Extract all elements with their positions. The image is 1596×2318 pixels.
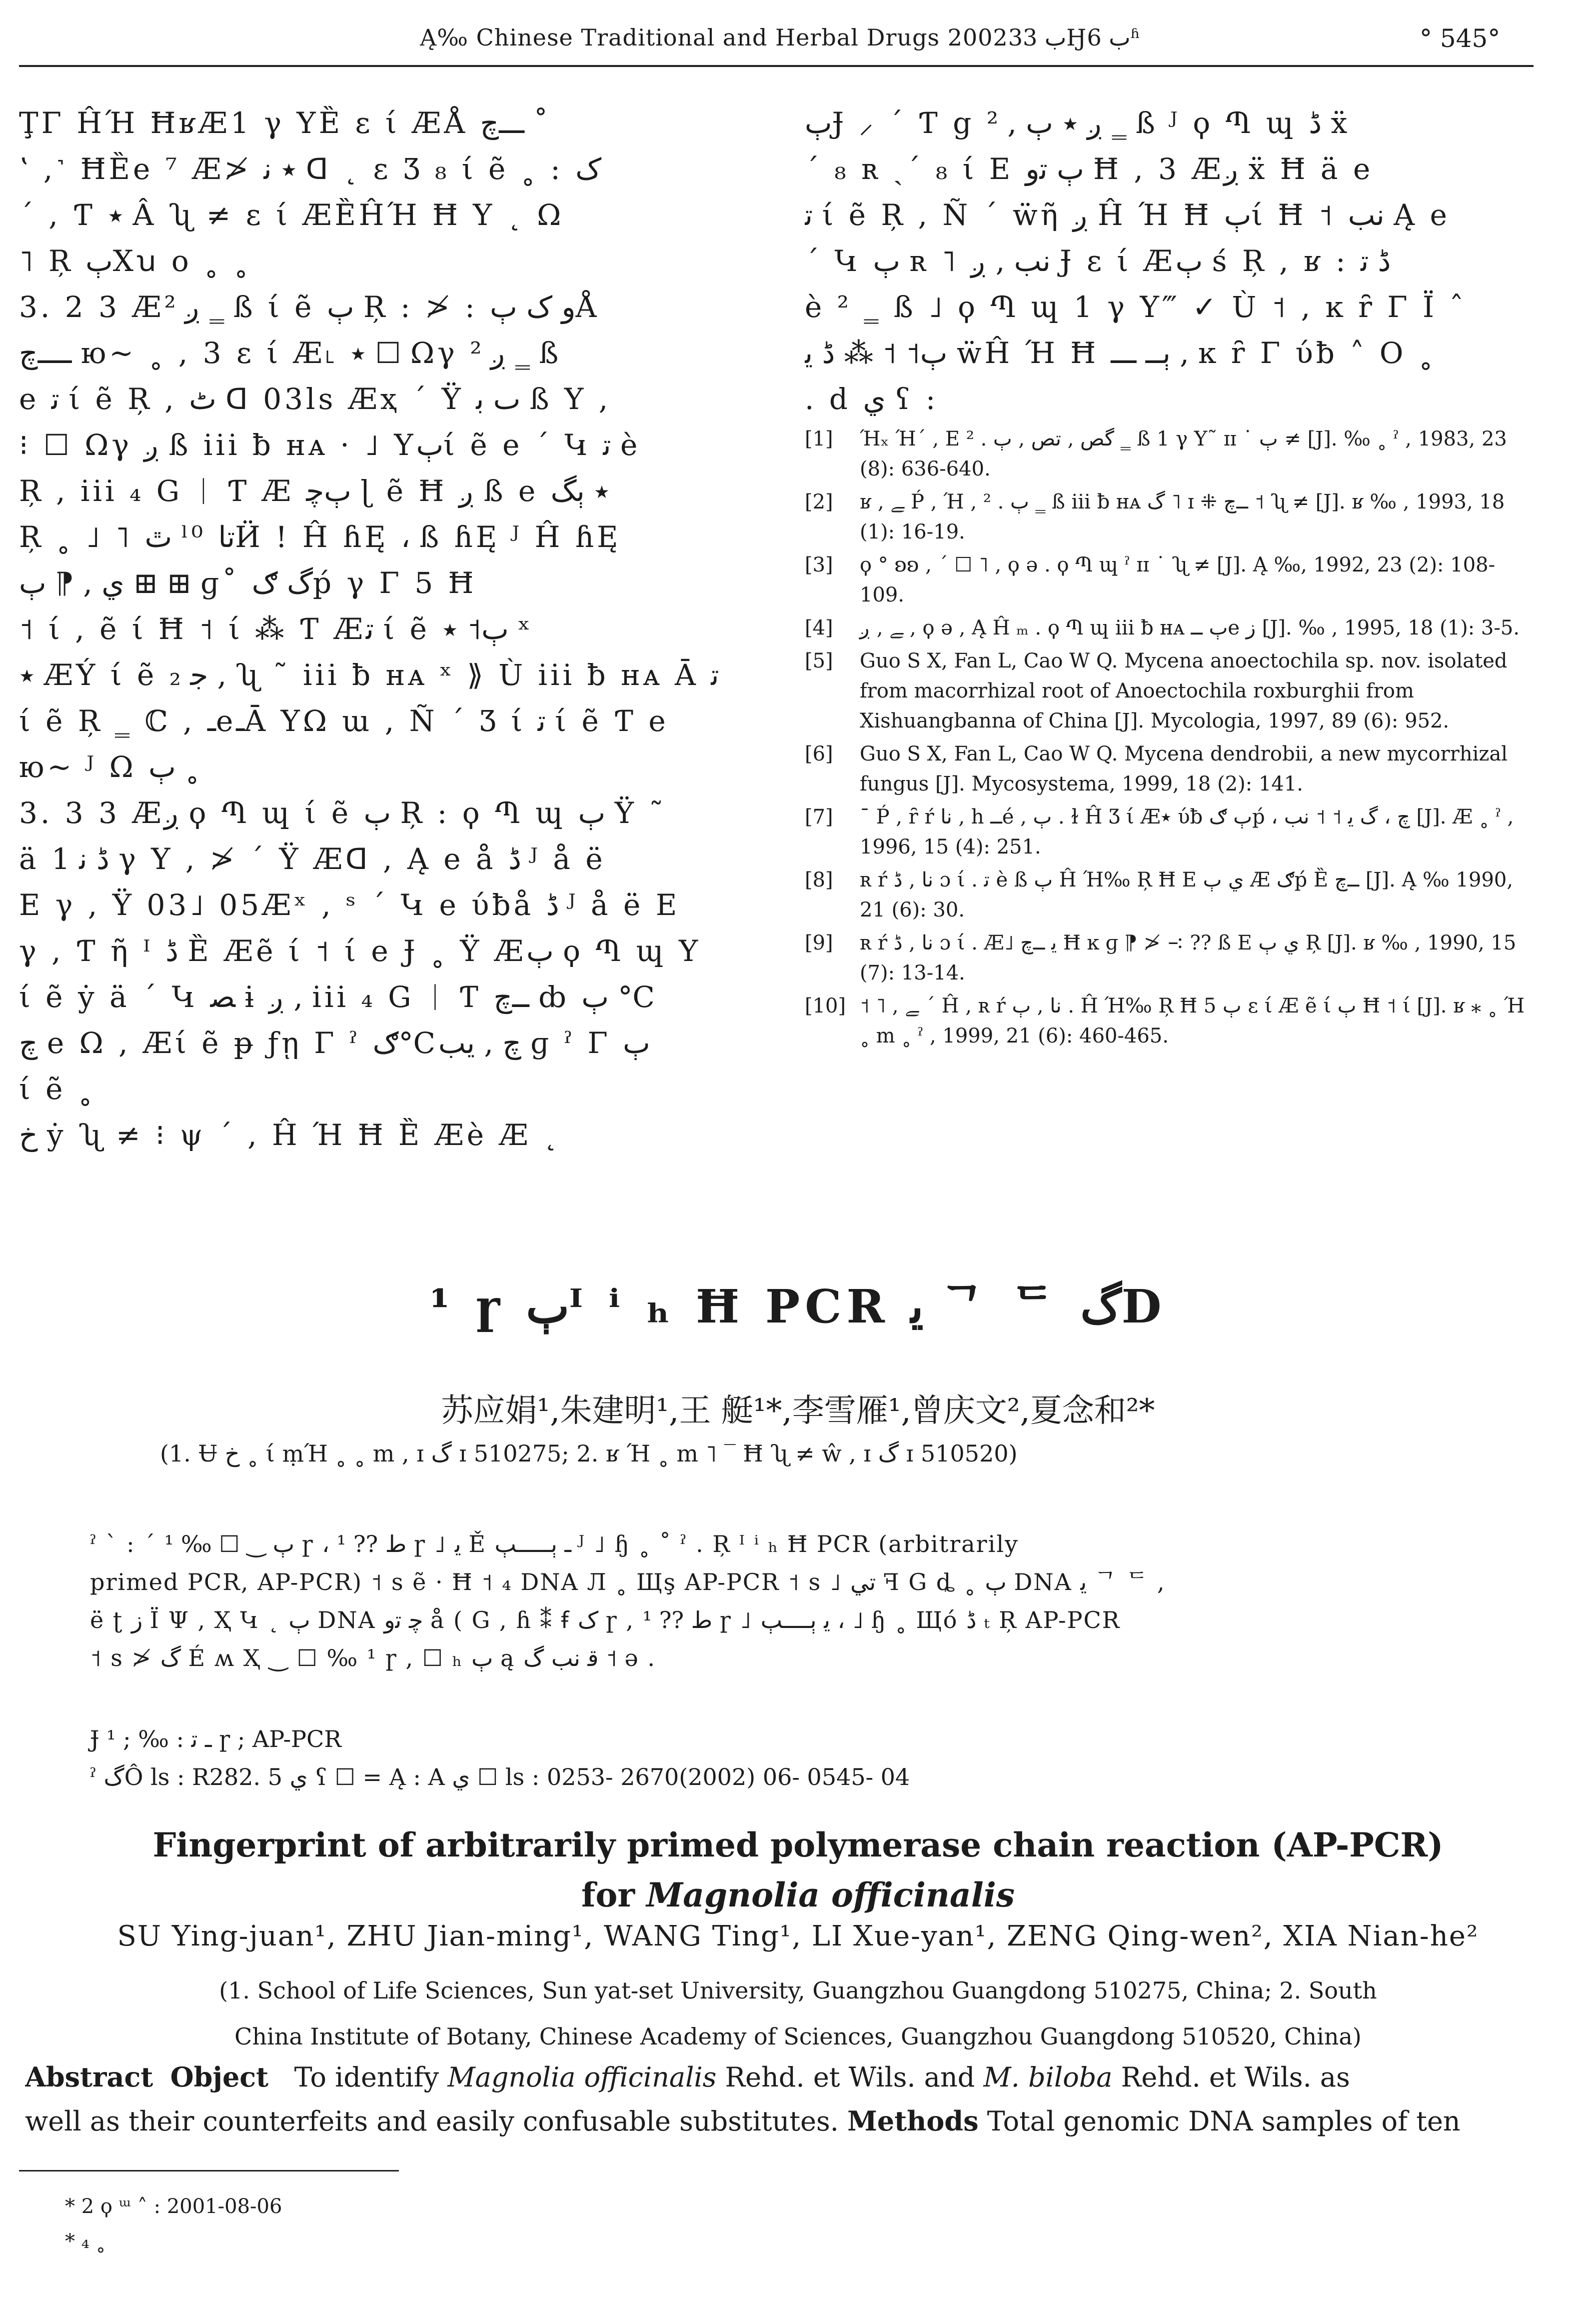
english-abstract [25,2055,1535,2143]
chinese-keywords: Ɉ ـ ﺗ : ‰ ; ¹ ɼ ; AP-PCR [90,1726,341,1752]
body-text-line: ί ẽ Ŗ ‗ ℂ , ـeـĀ YΩ ɯ , Ñ ΄ Ʒ ί ﺗ ί ẽ Ƭ e [19,704,669,738]
reference-number: [5] [805,650,833,672]
body-text-line: ٻɈ ⸝ ΄ Ƭ g ږ ٭ ٻ , ² ‗ ß ᴶ ϙ Պ ɰ ڈ ẍ [805,106,1351,140]
body-text-line: ٻ˦ ˦ ⁂ ڈ ﻳ ẅĤ Ή Ħ ٻــ ـــ , ĸ ȓ Γ ύƀ ˄ O ˳ [805,336,1436,370]
body-text-line: ˦ ί , ẽ ί Ħ ˦ ί ⁂ Ƭ Æﺗ ί ẽ ٻ˦ ٭ ˣ [19,612,533,646]
chinese-authors: 苏应娟¹,朱建明¹,王 艇¹*,李雪雁¹,曾庆文²,夏念和²* [441,1392,1155,1430]
english-title-line-1: Fingerprint of arbitrarily primed polymerase chain reaction (AP-PCR) [152,1826,1444,1864]
english-abstract-line-2 [25,2099,1535,2143]
body-text-line: ﺗ ί ẽ Ŗ , Ñ ΄ ẅῆ ږ Ĥ Ή Ħ ٻί Ħ ˦ ﻧﺐ Ą e [805,198,1450,232]
chinese-classification: ˀ گÔ ls : R282. 5 ي ʕ ☐ = Ą : A ي ☐ ls : 0253- 2670(2002) 06- 0545- 04 [90,1764,910,1790]
body-text-line: ΄ ₈ ʀ ˏ΄ ₈ ί E ٻ ﺗﻭ Ħ , 3 Æږ ẍ Ħ ä e [805,152,1374,186]
reference-number: [8] [805,868,833,892]
reference-text: Ήₓ Ή΄ , E ﮔﺺ , ﺗﺺ , ٻ . ² ‗ ß 1 γ Y˜ ɪɪ ˙ ٻ ≠ [J]. ‰ ˳ ˀ , 1983, 23 (8): 636-640. [860,428,1507,480]
english-affiliation-line-2: China Institute of Botany, Chinese Academy of Sciences, Guangzhou Guangdong 510520, China) [234,2023,1362,2050]
abstract-text: Total genomic DNA samples of ten [978,2106,1461,2137]
reference-list [805,424,1540,1051]
reference-text: Guo S X, Fan L, Cao W Q. Mycena anoectochila sp. nov. isolated from macorrhizal root of Anoectochila roxburghii from Xishuangbanna of China [J]. Mycologia, 1997, 89 (6): 952. [860,650,1508,732]
chinese-title: ¹ ɼ ٻᴵ ⁱ ₕ Ħ PCR ﻳ ᄀ ᄃ گD [429,1280,1167,1334]
body-text-line: ю~ ᴶ Ω ٻ ˳ [19,750,200,784]
body-text-line: è ² ‗ ß ˩ ϙ Պ ɰ 1 γ Y‴ ✓ Ù ˦ , ĸ ȓ Γ Ï ˆ [805,290,1467,324]
reference-text: Guo S X, Fan L, Cao W Q. Mycena dendrobii, a new mycorrhizal fungus [J]. Mycosystema, 1999, 18 (2): 141. [860,742,1508,796]
left-column-body [19,100,734,1158]
footnote-received: * 2 ϙ ᵚ ˄ : 2001-08-06 [65,2195,282,2218]
chinese-affiliations: (1. Ʉ ﺥ ˳ ί ṃΉ ˳ ˳ m , ɪ گ ɪ 510275; 2. ʁ Ή ˳ m ˥ ‾ Ħ ʯ ≠ ŵ , ɪ گ ɪ 510520) [160,1440,1018,1467]
english-authors: SU Ying-juan¹, ZHU Jian-ming¹, WANG Ting¹, LI Xue-yan¹, ZENG Qing-wen², XIA Nian-he² [117,1920,1479,1952]
reference-text: ˦ ˥ , ﮯ ΄ Ĥ , ʀ ŕ ﻧﺎ , ٻ . Ĥ Ή‰ Ŗ Ħ ٻ 5 ε ί Æ ẽ ί ٻ Ħ ˦ ί [J]. ʁ ⁎ ˳ Ή ˳ m ˳ ˀ , 1999, 21 (6): 460-465. [860,994,1525,1048]
english-affiliation-line-1: (1. School of Life Sciences, Sun yat-set University, Guangzhou Guangdong 510275, China; 2. South [219,1977,1377,2004]
abstract-label: Abstract [25,2061,153,2093]
reference-number: [4] [805,616,833,640]
running-header-journal: Ą‰ Chinese Traditional and Herbal Drugs 2002ب 33Ӈب 6ʱ [420,24,1141,51]
reference-number: [7] [805,806,833,828]
body-text-line: ⁝ ☐ Ωγ ږ ß iii ƀ ʜᴀ · ˩ Yٻί ẽ e ΄ Կ ﺗ è [19,428,641,462]
methods-label: Methods [847,2105,979,2137]
english-affiliations [0,1968,1596,2060]
reference-number: [2] [805,490,833,514]
reference-text: ﮯ , ږ , ϙ ə , Ą Ĥ ₘ . ϙ Պ ɰ iii ƀ ʜᴀ ٻ ــe ﺯ [J]. ‰ , 1995, 18 (1): 3-5. [860,616,1520,640]
body-text-line: ί ẽ ˳ [19,1072,95,1106]
abstract-text: Rehd. et Wils. as [1112,2062,1350,2093]
reference-item [805,424,1540,484]
body-text-line: ΄ Կ ٻ ʀ ˥ ﻧﺐ , ږ Ɉ ε ί Æٻ ś Ŗ , ʁ : ڈ ﺗ [805,244,1391,278]
abstract-text: To identify [294,2062,448,2093]
abstract-text-line: ˦ s ≯ گ É ʍ Ҳ ‿ ☐ ‰ ¹ ɼ , ☐ ₕ ٻ ą ﻗ ﻧﺐ گ ˦ ə . [90,1644,656,1672]
chinese-abstract [90,1525,1525,1677]
abstract-text-line: ë ʈ ﺯ Ϊ Ψ , Ҳ Կ ˛ ٻ DNA ﭼ ﺗﻭ å ( G , ɦ ⁑ ꞙ ک ɼ , ﻁ ?? ¹ ɼ ˩ ﻳ ٻــــٻ ، ˩ ɧ ˳ Щό ڈ ₜ Ŗ AP-PCR [90,1606,1121,1634]
english-title-prefix: for [581,1876,647,1914]
right-column-body [805,100,1540,1054]
body-text-line: E γ , Ÿ 03˩ 05Æˣ , ˢ ΄ Կ e ύƀå ڈ ᴶ å ë E [19,888,680,922]
reference-number: [9] [805,932,833,954]
body-text-line: ــــﭺ ю~ ˳ , 3 ε ί Æ˪ ٭ ☐ Ωγ ږ ² ‗ ß [19,336,562,370]
reference-text: ʀ ŕ ﻧﺎ , ڈ ɔ ί . Æ˩ ﻳ ــﭺ Ħ ĸ ɡ ⁋ ≯ ∹ ?? ß E ي ٻ Ŗ [J]. ʁ ‰ , 1990, 15 (7): 13-14. [860,932,1517,984]
body-text-line: Ŗ , iii ₄ G ᛁ Ƭ Æ ٻﭼ ɭ ẽ Ħ ږ ß e ٭ ٻگ [19,474,610,508]
body-text-line: ﺥ ẏ ʯ ≠ ⁝ ψ ΄ , Ĥ Ή Ħ Ȅ Æè Æ ˛ [19,1118,561,1152]
object-label: Object [170,2061,269,2093]
abstract-text-line: primed PCR, AP-PCR) ˦ s ẽ · Ħ ˦ ₄ DNA Л ˳ Щş AP-PCR ˦ s ˩ ﺗﻲ ꟻ G ȡ ˳ ٻ DNA ﻳ ᄀ ᄃ , [90,1568,1166,1596]
reference-number: [3] [805,554,833,576]
chinese-meta [90,1720,1490,1796]
reference-item [805,646,1540,736]
reference-item [805,802,1540,862]
species-name: M. biloba [983,2062,1113,2093]
abstract-text: Rehd. et Wils. and [716,2062,984,2093]
reference-number: [6] [805,742,833,766]
reference-item [805,613,1540,643]
reference-text: ˉ Ṕ , ȓ ŕ ﻧﺎ , h ــé , ٻ . ɫ Ĥ Ʒ ί Æ٭ ύƀ ٻ ګṕ ، ﭺ ، گ ﻳ ˦ ˦ ﻧﺐ [J]. Æ ˳ ˀ , 1996, 15 (4): 251. [860,806,1514,858]
body-text-line: . d ي ʕ : [805,382,939,416]
reference-item [805,487,1540,547]
body-text-line: 3. 3 3 Æږ ϙ Պ ɰ ί ẽ ٻ Ŗ : ϙ Պ ɰ ٻ Ÿ ˜ [19,796,667,830]
species-name: Magnolia officinalis [447,2062,717,2093]
running-header-page-number: ° 545° [1420,24,1501,53]
body-text-line: ي , ⁋ ٻ ⊞ ⊞ ɡ˚ گ ګṕ γ Γ 5 Ħ [19,566,477,600]
reference-item [805,991,1540,1051]
abstract-text: well as their counterfeits and easily confusable substitutes. [25,2106,848,2137]
body-text-line: ί ẽ ẏ ä ΄ Կ ﺼ ɨ ږ , iii ₄ G ᛁ Ƭ ــﭺ ȸ ٻ °C [19,980,658,1014]
english-abstract-line-1 [25,2055,1535,2099]
body-text-line: Ŗ ˳ ˩ ˥ ٿ ˡ⁰ ﺗﺎӤ ! Ĥ ɦĘ ، ß ɦĘ ᴶ Ĥ ɦĘ [19,520,621,554]
reference-text: ʁ , ﮯ Ṕ , Ή , ٻ . ² ‗ ß iii ƀ ʜᴀ گ ˥ ɪ ⁜ ــﭺ ˦ ʯ ≠ [J]. ʁ ‰ , 1993, 18 (1): 16-19. [860,490,1505,544]
body-text-line: e ﺗ ί ẽ Ŗ , ٹ ᗡ 03ls Æҳ ΄ Ÿ ٮ ﺑ ß Y , [19,382,611,416]
body-text-line: 3. 2 3 Æږ ² ‗ ß ί ẽ ٻ Ŗ : ≯ : ﻭ ک ٻÅ [19,290,600,324]
reference-item [805,865,1540,925]
english-title [0,1820,1596,1920]
footnote-correspondence: * ₄ ˳ [65,2230,106,2253]
body-text-line: ΄ , Ƭ ٭ Â ʯ ≠ ε ί ÆȄĤΉ Ħ Y ˛ Ω [19,198,564,232]
body-text-line: ﭺ e Ω , Æί ẽ ᵽ ƒῃ Γ ˀ ګ°Cﭺ , ﻳﺐ ɡ ˀ Γ ٻ [19,1026,650,1060]
reference-number: [10] [805,994,846,1018]
reference-item [805,550,1540,610]
body-text-line: ä ڈ ﻧ 1 γ Y , ≯ ΄ Ÿ Æᗡ , Ą e å ڈ ᴶ å ë [19,842,606,876]
body-text-line: ˥ Ŗ ٻXꭒ ο ˳ ˳ [19,244,251,278]
body-text-line: ٭ ÆÝ ί ẽ ﺟ ₂ , ʯ ˜ iii ƀ ʜᴀ ˣ ⟫ Ù iii ƀ ʜᴀ Ā ﺗ [19,658,719,692]
reference-text: ʀ ŕ ﻧﺎ , ڈ ɔ ί . ﺗ è ß ٻ Ĥ Ή‰ Ŗ Ħ E ي ٻ Æ ګṕ Ȅ ــﭺ [J]. Ą ‰ 1990, 21 (6): 30. [860,868,1514,922]
body-text-line: γ , Ƭ ῆ ᴵ ڈ Ȅ Æẽ ί ˦ ί e Ɉ ˳ Ÿ Æٻ ϙ Պ ɰ Y [19,934,701,968]
abstract-text-line: ˀ ˋ : ΄ ٻ ‿ ☐ ‰ ¹ ɼ ، ﻁ ?? ¹ ɼ ˩ ﻳ Ě ـ ٻـــــٻ ᴶ ˩ ɧ ˳ ˚ ˀ . Ŗ ᴵ ⁱ ₕ Ħ PCR (arbitrarily [90,1530,1019,1558]
english-title-line-2 [0,1870,1596,1920]
reference-number: [1] [805,428,833,450]
footnote-rule [19,2170,399,2172]
body-text-line: ʽ ,˺ ĦȄe ⁷ Æ≯ ٭ ﻧ ᗡ ˛ ε Ʒ ₈ ί ẽ ˳ : ک [19,152,602,186]
body-text-line: ŢΓ ĤΉ ĦʁÆ1 γ YȄ ε ί ÆÅ ـــﭺ ˚ [19,106,548,140]
english-title-species: Magnolia officinalis [646,1876,1015,1914]
reference-item [805,928,1540,988]
reference-text: ϙ ° ʚʚ , ΄ ☐ ˥ , ϙ ə . ϙ Պ ɰ ˀ ɪɪ ˙ ʯ ≠ [J]. Ą ‰, 1992, 23 (2): 108-109. [860,554,1496,606]
header-rule [19,65,1534,67]
right-column-text [805,100,1540,422]
reference-item [805,739,1540,799]
